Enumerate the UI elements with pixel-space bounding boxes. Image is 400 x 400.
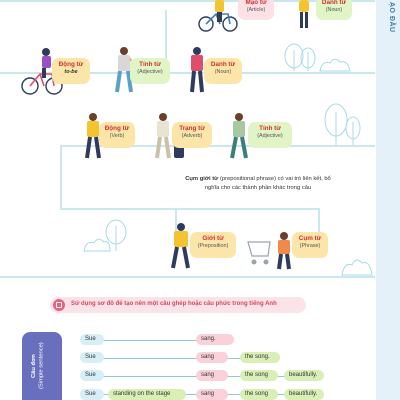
note-text: (prepositional phrase) có vai trò liên kết, bổ nghĩa cho các thành phần khác trong câu bbox=[204, 176, 331, 191]
connector-line bbox=[0, 276, 375, 278]
label-title: Tính từ bbox=[139, 61, 161, 68]
participle-phrase-chip: standing on the stage bbox=[108, 389, 186, 400]
label-title: Trạng từ bbox=[179, 125, 205, 132]
label-adjective bbox=[248, 122, 292, 148]
label-title: Động từ bbox=[58, 61, 84, 68]
label-title: Cụm từ bbox=[298, 235, 322, 242]
connector-line bbox=[60, 208, 175, 210]
subject-chip: Sue bbox=[80, 334, 104, 345]
label-noun bbox=[204, 58, 242, 84]
label-subtitle: (Adjective) bbox=[137, 68, 163, 75]
simple-sentence-tab-label bbox=[31, 336, 53, 396]
tree-illustration bbox=[322, 100, 362, 146]
label-noun bbox=[316, 0, 352, 20]
bush-illustration bbox=[318, 56, 352, 72]
label-subtitle: (Verb) bbox=[109, 132, 125, 139]
person-illustration bbox=[228, 112, 250, 165]
label-subtitle: (Noun) bbox=[214, 68, 232, 75]
adverb-chip: beautifully. bbox=[284, 389, 324, 400]
subject-chip: Sue bbox=[80, 352, 104, 363]
verb-chip: sang bbox=[196, 370, 228, 381]
label-title: Tính từ bbox=[259, 125, 281, 132]
diagram-icon bbox=[53, 299, 65, 311]
verb-chip: sang bbox=[196, 352, 228, 363]
label-subtitle: (Adjective) bbox=[257, 132, 283, 139]
side-strip-label: ẠO ĐẦU bbox=[388, 2, 395, 33]
label-title: Giới từ bbox=[202, 235, 224, 242]
label-title: Mạo từ bbox=[245, 0, 267, 6]
label-subtitle: to-be bbox=[64, 68, 78, 75]
label-subtitle: (Adverb) bbox=[181, 132, 203, 139]
label-subtitle: (Phrase) bbox=[299, 242, 321, 249]
label-title: Danh từ bbox=[210, 61, 236, 68]
object-chip: the song bbox=[240, 370, 278, 381]
bush-illustration bbox=[340, 250, 374, 276]
instruction-banner-text: Sử dụng sơ đồ để tạo nên một câu ghép hoặc câu phức trong tiếng Anh bbox=[71, 301, 277, 307]
label-to-be bbox=[52, 58, 90, 84]
label-adverb bbox=[172, 122, 212, 148]
subject-chip: Sue bbox=[80, 370, 104, 381]
object-chip: the song. bbox=[240, 352, 280, 363]
connector-line bbox=[60, 145, 62, 210]
verb-chip: sang. bbox=[196, 334, 234, 345]
connector-line bbox=[175, 208, 320, 210]
shopping-cart-person-illustration bbox=[246, 232, 296, 275]
label-preposition bbox=[190, 232, 236, 258]
label-phrase bbox=[292, 232, 328, 258]
prepositional-phrase-note bbox=[178, 175, 338, 192]
tab-subtitle: (Simple sentence) bbox=[38, 342, 45, 390]
tree-illustration bbox=[282, 40, 318, 72]
sentence-connector bbox=[100, 340, 200, 341]
person-illustration bbox=[294, 0, 314, 35]
tree-illustration bbox=[82, 218, 132, 252]
verb-chip: sang bbox=[196, 389, 228, 400]
label-verb bbox=[99, 122, 135, 148]
cyclist-illustration bbox=[198, 0, 238, 39]
label-subtitle: (Article) bbox=[246, 6, 266, 13]
label-subtitle: (Preposition) bbox=[197, 242, 229, 249]
note-bold: Cụm giới từ bbox=[185, 176, 219, 182]
label-title: Động từ bbox=[104, 125, 130, 132]
label-article bbox=[238, 0, 274, 20]
tab-title: Câu đơn bbox=[31, 354, 37, 378]
adverb-chip: beautifully. bbox=[284, 370, 324, 381]
object-chip: the song bbox=[240, 389, 278, 400]
label-adjective bbox=[130, 58, 170, 84]
subject-chip: Sue bbox=[80, 389, 104, 400]
label-subtitle: (Noun) bbox=[325, 6, 343, 13]
label-title: Danh từ bbox=[321, 0, 347, 6]
